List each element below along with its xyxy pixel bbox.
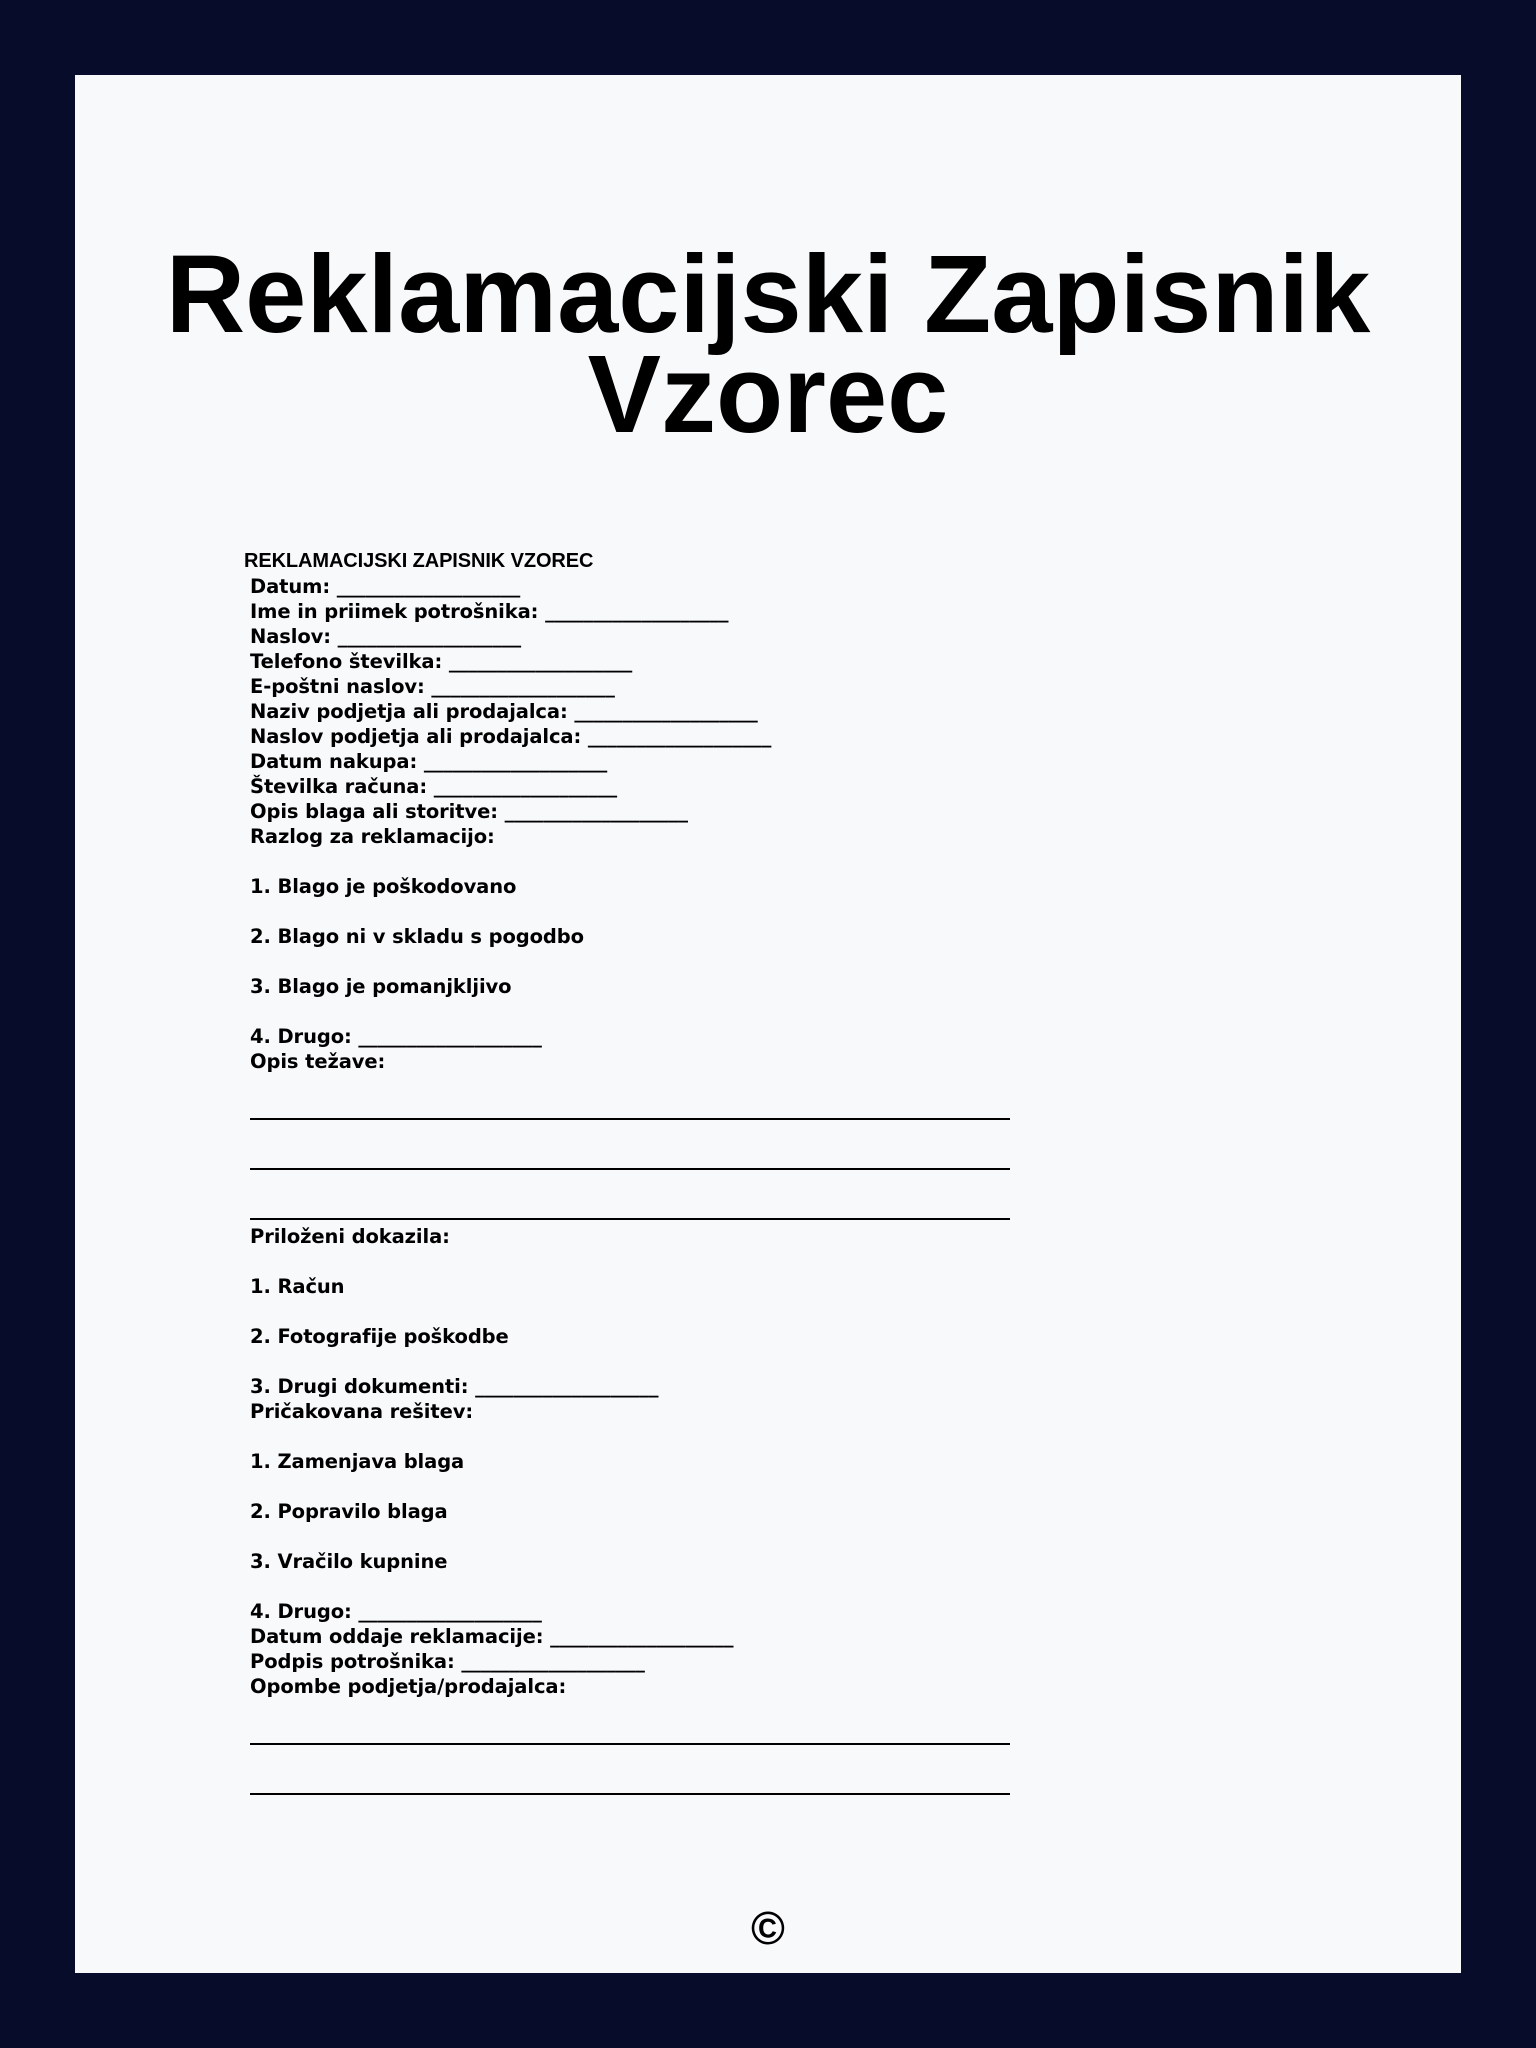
field-purchase-date: Datum nakupa: ___________________ bbox=[250, 750, 608, 773]
expected-solution-label: Pričakovana rešitev: bbox=[250, 1400, 474, 1423]
field-goods-description: Opis blaga ali storitve: ___________________ bbox=[250, 800, 688, 823]
evidence-item: 3. Drugi dokumenti: ___________________ bbox=[250, 1375, 659, 1398]
field-address: Naslov: ___________________ bbox=[250, 625, 522, 648]
field-name: Ime in priimek potrošnika: ___________________ bbox=[250, 600, 729, 623]
reason-item: 4. Drugo: ___________________ bbox=[250, 1025, 542, 1048]
reason-item: 1. Blago je poškodovano bbox=[250, 875, 517, 898]
reason-item: 2. Blago ni v skladu s pogodbo bbox=[250, 925, 584, 948]
field-invoice-number: Številka računa: ___________________ bbox=[250, 775, 618, 798]
evidence-item: 1. Račun bbox=[250, 1275, 345, 1298]
form-heading: REKLAMACIJSKI ZAPISNIK VZOREC bbox=[244, 550, 594, 572]
solution-item: 3. Vračilo kupnine bbox=[250, 1550, 448, 1573]
field-submission-date: Datum oddaje reklamacije: ___________________ bbox=[250, 1625, 734, 1648]
field-date: Datum: ___________________ bbox=[250, 575, 521, 598]
company-notes-label: Opombe podjetja/prodajalca: bbox=[250, 1675, 567, 1698]
writing-line bbox=[250, 1699, 1150, 1749]
field-reason-label: Razlog za reklamacijo: bbox=[250, 825, 495, 848]
problem-description-label: Opis težave: bbox=[250, 1050, 386, 1073]
field-company-name: Naziv podjetja ali prodajalca: ___________________ bbox=[250, 700, 758, 723]
solution-item: 2. Popravilo blaga bbox=[250, 1500, 448, 1523]
solution-item: 4. Drugo: ___________________ bbox=[250, 1600, 542, 1623]
solution-item: 1. Zamenjava blaga bbox=[250, 1450, 465, 1473]
title-line-1: Reklamacijski Zapisnik bbox=[165, 233, 1371, 356]
writing-line bbox=[250, 1124, 1150, 1174]
reason-item: 3. Blago je pomanjkljivo bbox=[250, 975, 512, 998]
field-signature: Podpis potrošnika: ___________________ bbox=[250, 1650, 645, 1673]
complaint-form bbox=[244, 549, 1150, 1799]
copyright-symbol: © bbox=[751, 1902, 785, 1954]
field-phone: Telefono številka: ___________________ bbox=[250, 650, 633, 673]
evidence-item: 2. Fotografije poškodbe bbox=[250, 1325, 509, 1348]
evidence-label: Priloženi dokazila: bbox=[250, 1225, 450, 1248]
document-title bbox=[75, 233, 1461, 456]
document-page bbox=[75, 75, 1461, 1973]
writing-line bbox=[250, 1074, 1150, 1124]
writing-line bbox=[250, 1174, 1150, 1224]
field-company-address: Naslov podjetja ali prodajalca: ___________________ bbox=[250, 725, 772, 748]
writing-line bbox=[250, 1749, 1150, 1799]
title-line-2: Vzorec bbox=[587, 333, 949, 456]
field-email: E-poštni naslov: ___________________ bbox=[250, 675, 615, 698]
